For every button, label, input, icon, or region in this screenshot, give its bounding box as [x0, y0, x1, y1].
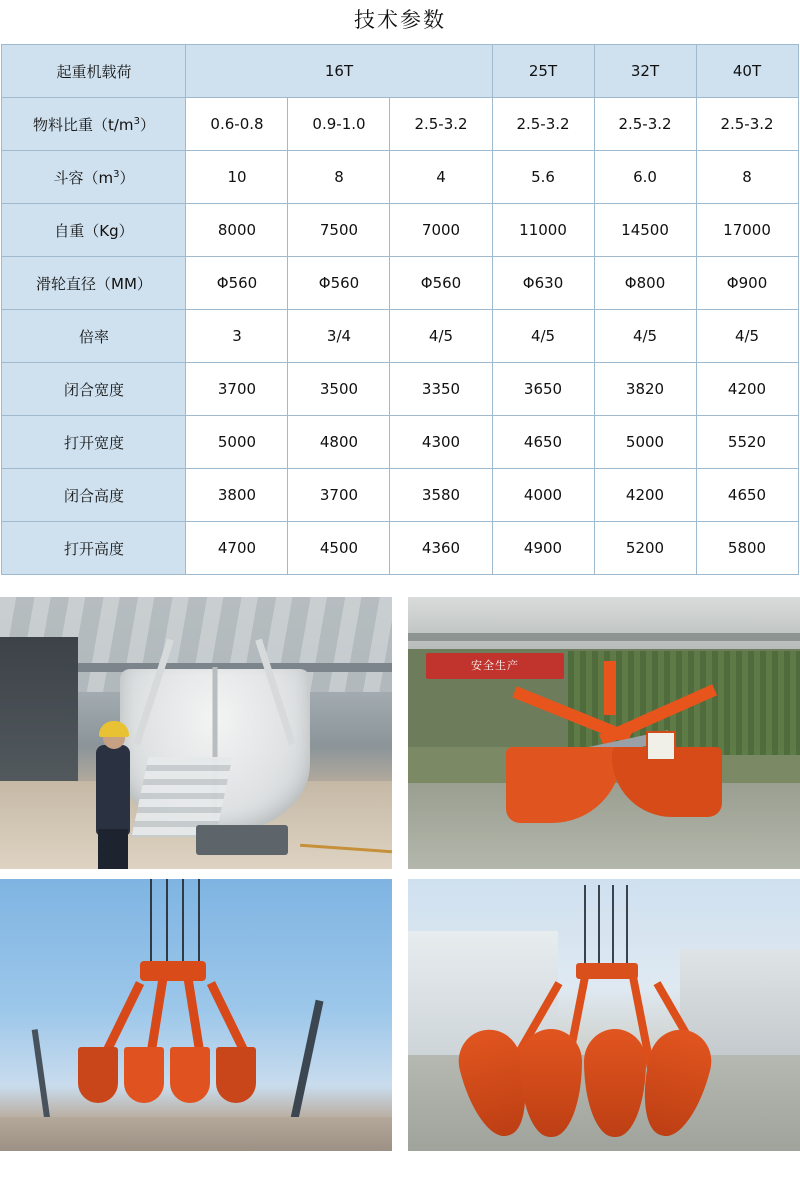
cell-value: 4800: [288, 416, 390, 469]
worker-body: [96, 745, 130, 835]
header-cell-40t: 40T: [696, 45, 798, 98]
cell-value: 10: [186, 151, 288, 204]
cell-value: 3700: [186, 363, 288, 416]
cell-value: 0.6-0.8: [186, 98, 288, 151]
header-label-cell: 起重机载荷: [2, 45, 186, 98]
header-cell-16t: 16T: [186, 45, 492, 98]
cell-value: 4650: [492, 416, 594, 469]
grab-tine: [124, 1047, 164, 1103]
table-row: [2, 204, 798, 257]
cell-value: 3: [186, 310, 288, 363]
cell-value: 3580: [390, 469, 492, 522]
cell-value: 3/4: [288, 310, 390, 363]
page-title: 技术参数: [354, 8, 446, 32]
cell-value: 5.6: [492, 151, 594, 204]
grab-tine: [216, 1047, 256, 1103]
yard-canopy-roof: [408, 597, 800, 649]
cell-value: 4/5: [492, 310, 594, 363]
cell-value: 6.0: [594, 151, 696, 204]
cell-value: 11000: [492, 204, 594, 257]
cell-value: 4900: [492, 522, 594, 575]
cell-value: 5800: [696, 522, 798, 575]
row-label-self-weight: 自重（Kg）: [2, 204, 186, 257]
lift-rope: [584, 885, 586, 965]
cell-value: Φ560: [288, 257, 390, 310]
cell-value: Φ800: [594, 257, 696, 310]
cell-value: 3500: [288, 363, 390, 416]
grab-head-block: [140, 961, 206, 981]
worker-legs: [98, 829, 128, 869]
cell-value: Φ560: [186, 257, 288, 310]
table-row: [2, 469, 798, 522]
cell-value: 2.5-3.2: [594, 98, 696, 151]
lift-rope: [198, 879, 200, 965]
cell-value: 4200: [696, 363, 798, 416]
row-label-tail: ）: [139, 115, 155, 134]
cell-value: 8000: [186, 204, 288, 257]
table-row: [2, 151, 798, 204]
cell-value: 3650: [492, 363, 594, 416]
cell-value: 2.5-3.2: [696, 98, 798, 151]
cell-value: 4650: [696, 469, 798, 522]
cell-value: 4360: [390, 522, 492, 575]
grab-tine: [78, 1047, 118, 1103]
row-label-superscript: 3: [133, 115, 140, 127]
table-row: [2, 416, 798, 469]
row-label-multiplying-power: 倍率: [2, 310, 186, 363]
row-label-open-height: 打开高度: [2, 522, 186, 575]
table-row: [2, 522, 798, 575]
lift-rope: [166, 879, 168, 965]
photo-white-clamshell-workshop: [0, 597, 392, 869]
lift-rope: [598, 885, 600, 965]
cell-value: Φ560: [390, 257, 492, 310]
row-label-tail: ）: [119, 168, 135, 187]
row-label-closed-width: 闭合宽度: [2, 363, 186, 416]
lift-rope: [626, 885, 628, 965]
workshop-cart: [196, 825, 288, 855]
cell-value: 5200: [594, 522, 696, 575]
lift-rope: [150, 879, 152, 965]
grab-mast: [604, 661, 616, 715]
cell-value: 3820: [594, 363, 696, 416]
cell-value: 4/5: [696, 310, 798, 363]
cell-value: 4700: [186, 522, 288, 575]
cell-value: 7500: [288, 204, 390, 257]
table-row: [2, 98, 798, 151]
cell-value: 3800: [186, 469, 288, 522]
row-label-superscript: 3: [113, 168, 120, 180]
row-label-pulley-diameter: 滑轮直径（MM）: [2, 257, 186, 310]
cell-value: 4: [390, 151, 492, 204]
orange-clamshell-grab: [500, 661, 730, 831]
cell-value: 2.5-3.2: [390, 98, 492, 151]
cell-value: 0.9-1.0: [288, 98, 390, 151]
lift-rope: [182, 879, 184, 965]
cell-value: 8: [288, 151, 390, 204]
cell-value: 5000: [186, 416, 288, 469]
photo-orange-clamshell-yard: [408, 597, 800, 869]
table-row: [2, 310, 798, 363]
row-label-bucket-capacity: [2, 151, 186, 204]
header-cell-32t: 32T: [594, 45, 696, 98]
cell-value: 3350: [390, 363, 492, 416]
table-header-row: [2, 45, 798, 98]
photo-orange-peel-grab-lifting: [0, 879, 392, 1151]
row-label-closed-height: 闭合高度: [2, 469, 186, 522]
cell-value: 4000: [492, 469, 594, 522]
header-cell-25t: 25T: [492, 45, 594, 98]
cell-value: 4300: [390, 416, 492, 469]
cell-value: 4/5: [390, 310, 492, 363]
row-label-text: 物料比重（t/m: [33, 115, 134, 134]
cell-value: 4200: [594, 469, 696, 522]
row-label-material-density: [2, 98, 186, 151]
cell-value: 5520: [696, 416, 798, 469]
cell-value: 4/5: [594, 310, 696, 363]
cell-value: 7000: [390, 204, 492, 257]
cell-value: 3700: [288, 469, 390, 522]
cell-value: 8: [696, 151, 798, 204]
site-ground: [0, 1117, 392, 1151]
lift-rope: [612, 885, 614, 965]
cell-value: Φ630: [492, 257, 594, 310]
grab-leg: [101, 981, 144, 1057]
cell-value: Φ900: [696, 257, 798, 310]
table-row: [2, 257, 798, 310]
cell-value: 5000: [594, 416, 696, 469]
grab-tine: [170, 1047, 210, 1103]
product-photo-gallery: [0, 597, 800, 1151]
table-row: [2, 363, 798, 416]
cell-value: 14500: [594, 204, 696, 257]
control-box: [646, 731, 676, 761]
row-label-text: 斗容（m: [53, 168, 114, 187]
photo-orange-peel-grab-open: [408, 879, 800, 1151]
cell-value: 17000: [696, 204, 798, 257]
lift-rope-group: [584, 885, 628, 965]
spec-table: [1, 44, 798, 575]
row-label-open-width: 打开宽度: [2, 416, 186, 469]
cell-value: 4500: [288, 522, 390, 575]
cell-value: 2.5-3.2: [492, 98, 594, 151]
grab-leg: [207, 981, 250, 1057]
safety-banner: 安全生产: [426, 653, 564, 679]
grab-shell-left: [506, 747, 622, 823]
grab-head-block: [576, 963, 638, 979]
